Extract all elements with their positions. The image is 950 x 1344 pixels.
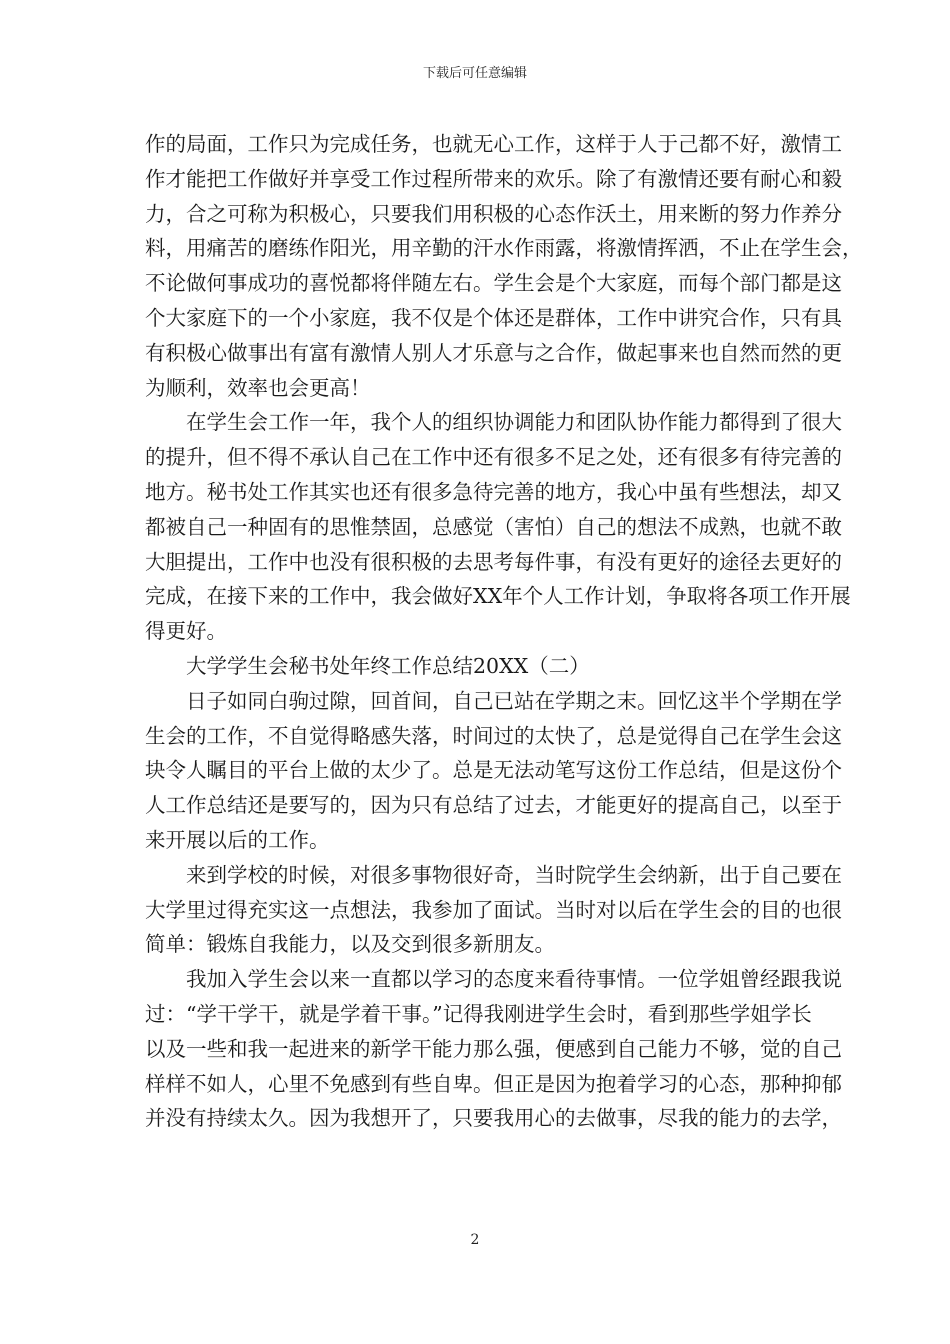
text-line: 得更好。	[145, 619, 227, 644]
text-line: 不论做何事成功的喜悦都将伴随左右。学生会是个大家庭，而每个部门都是这	[145, 271, 842, 296]
text-line: 个大家庭下的一个小家庭，我不仅是个体还是群体，工作中讲究合作，只有具	[145, 305, 842, 330]
text-line: 为顺利，效率也会更高！	[145, 375, 371, 400]
text-line: 都被自己一种固有的思惟禁固，总感觉（害怕）自己的想法不成熟，也就不敢	[145, 514, 842, 539]
page-header: 下载后可任意编辑	[422, 66, 527, 81]
text-line: 人工作总结还是要写的，因为只有总结了过去，才能更好的提高自己，以至于	[145, 793, 842, 818]
text-line: 料，用痛苦的磨练作阳光，用辛勤的汗水作雨露，将激情挥洒，不止在学生会，	[145, 236, 863, 261]
text-line: 作才能把工作做好并享受工作过程所带来的欢乐。除了有激情还要有耐心和毅	[145, 166, 842, 191]
text-line: 日子如同白驹过隙，回首间，自己已站在学期之末。回忆这半个学期在学	[186, 688, 842, 713]
document-body	[145, 127, 863, 1136]
text-line: 力，合之可称为积极心，只要我们用积极的心态作沃土，用来断的努力作养分	[145, 201, 842, 226]
text-line: 大学学生会秘书处年终工作总结20XX（二）	[186, 653, 590, 678]
text-line: 在学生会工作一年，我个人的组织协调能力和团队协作能力都得到了很大	[186, 410, 842, 435]
page-number: 2	[470, 1232, 480, 1248]
text-line: 来到学校的时候，对很多事物很好奇，当时院学生会纳新，出于自己要在	[186, 862, 842, 887]
text-line: 大胆提出，工作中也没有很积极的去思考每件事，有没有更好的途径去更好的	[145, 549, 842, 574]
text-line: 过：“学干学干，就是学着干事。”记得我刚进学生会时，看到那些学姐学长	[145, 1001, 812, 1026]
text-line: 作的局面，工作只为完成任务，也就无心工作，这样于人于己都不好，激情工	[145, 132, 842, 156]
text-line: 以及一些和我一起进来的新学干能力那么强，便感到自己能力不够，觉的自己	[145, 1036, 842, 1061]
text-line: 简单：锻炼自我能力，以及交到很多新朋友。	[145, 932, 555, 957]
text-line: 地方。秘书处工作其实也还有很多急待完善的地方，我心中虽有些想法，却又	[145, 479, 842, 504]
text-line: 来开展以后的工作。	[145, 827, 330, 852]
text-line: 有积极心做事出有富有激情人别人才乐意与之合作，做起事来也自然而然的更	[145, 340, 842, 365]
text-line: 并没有持续太久。因为我想开了，只要我用心的去做事，尽我的能力的去学，	[145, 1106, 842, 1131]
text-line: 样样不如人，心里不免感到有些自卑。但正是因为抱着学习的心态，那种抑郁	[145, 1071, 842, 1096]
text-line: 生会的工作，不自觉得略感失落，时间过的太快了，总是觉得自己在学生会这	[145, 723, 842, 748]
text-line: 的提升，但不得不承认自己在工作中还有很多不足之处，还有很多有待完善的	[145, 445, 842, 470]
text-line: 块令人瞩目的平台上做的太少了。总是无法动笔写这份工作总结，但是这份个	[145, 758, 842, 783]
text-line: 大学里过得充实这一点想法，我参加了面试。当时对以后在学生会的目的也很	[145, 897, 842, 922]
text-line: 完成，在接下来的工作中，我会做好XX年个人工作计划，争取将各项工作开展	[145, 584, 851, 609]
text-line: 我加入学生会以来一直都以学习的态度来看待事情。一位学姐曾经跟我说	[186, 967, 842, 992]
